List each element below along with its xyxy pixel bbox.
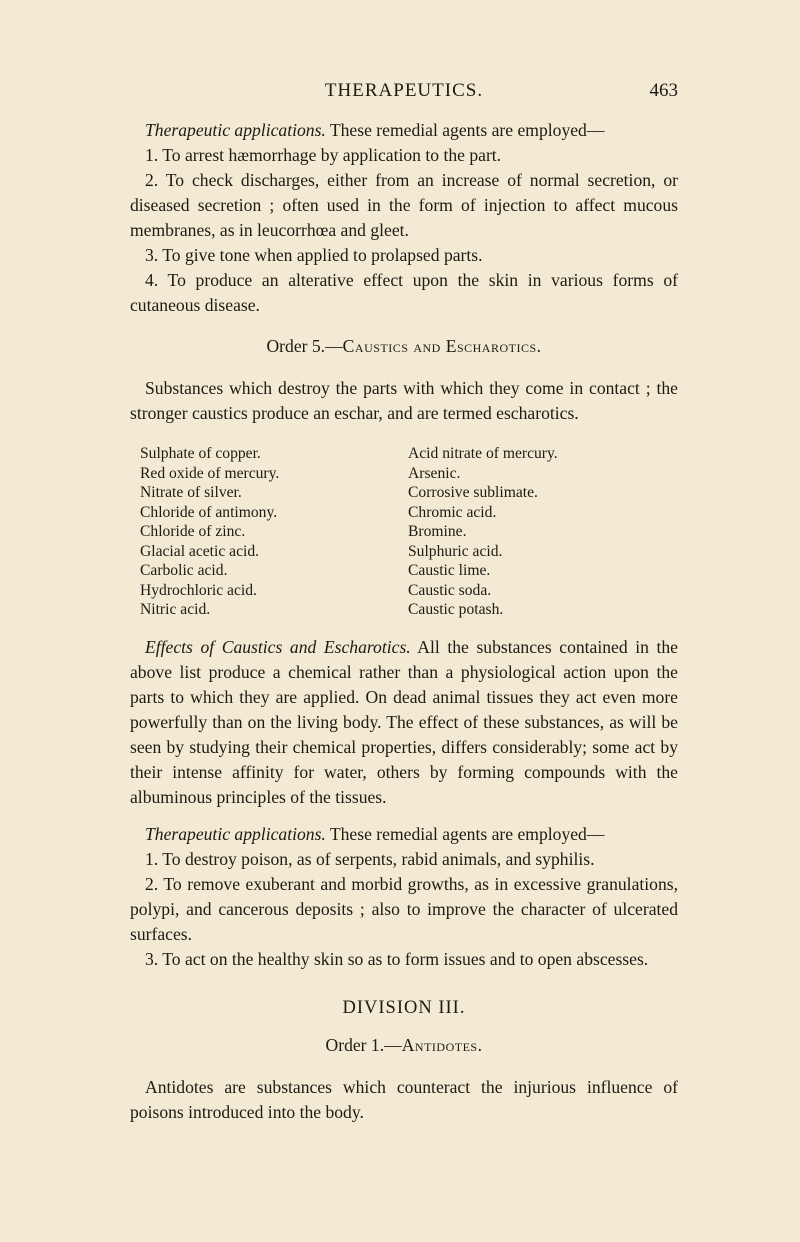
page-content [130,118,678,1125]
substance-entry: Sulphate of copper. [140,445,261,462]
substance-list-right-column [408,444,678,620]
substance-entry: Carbolic acid. [140,562,228,579]
therapeutic-applications-lead: Therapeutic applications. [145,120,326,140]
order-5-heading [130,334,678,359]
substance-entry: Chromic acid. [408,503,497,521]
application-item-1: 1. To arrest hæmorrhage by application to the part. [145,145,502,165]
substance-entry: Chloride of zinc. [140,523,246,540]
caustic-applications-intro [130,822,678,847]
caustic-applications-lead: Therapeutic applications. [145,823,326,844]
substance-entry: Caustic potash. [408,601,504,618]
substance-entry: Chloride of antimony. [140,503,278,521]
antidotes-definition: Antidotes are substances which counteract the injurious influence of poisons introduced into the body. [130,1076,678,1122]
order-1-heading [130,1033,678,1058]
caustic-applications-lead-rest: These remedial agents are employed— [325,823,605,844]
caustics-definition: Substances which destroy the parts with which they come in contact ; the stronger caustics produce an eschar, and are termed escharotics. [130,378,678,423]
order-5-title: Caustics and Escharotics. [342,336,542,356]
division-heading: DIVISION III. [342,997,466,1018]
caustic-application-item-2: 2. To remove exuberant and morbid growths, as in excessive granulations, polypi, and cancerous deposits ; also to improve the character of ulcerated surfaces. [130,873,678,944]
substance-entry: Glacial acetic acid. [140,542,260,560]
therapeutic-applications-intro [130,118,678,143]
effects-lead: Effects of Caustics and Escharotics. [145,636,411,657]
section-gap [130,810,678,822]
substance-entry: Caustic lime. [408,562,491,579]
substance-list-left-column [140,444,410,620]
application-item-4: 4. To produce an alterative effect upon the skin in various forms of cutaneous disease. [130,270,678,315]
running-head [130,80,678,106]
substance-entry: Hydrochloric acid. [140,581,257,599]
running-title: THERAPEUTICS. [324,80,484,101]
page-number: 463 [649,80,678,101]
order-5-prefix: Order 5.— [266,336,343,356]
effects-paragraph [130,635,678,810]
application-item-2: 2. To check discharges, either from an increase of normal secretion, or diseased secretion ; often used in the form of injection to affect mucous membranes, as in leucorrhœa and gleet. [130,170,678,240]
application-item-3: 3. To give tone when applied to prolapsed parts. [145,245,483,265]
substance-entry: Corrosive sublimate. [408,484,538,501]
effects-body: All the substances contained in the above list produce a chemical rather than a physiological action upon the parts to which they are applied. On dead animal tissues they act even more powerfully than on the living body. The effect of these substances, as will be seen by studying their chemical properties, differs considerably; some act by their intense affinity for water, others by forming compounds with the albuminous principles of the tissues. [130,636,678,807]
substance-entry: Sulphuric acid. [408,542,503,560]
caustics-substance-list [140,444,678,620]
order-1-prefix: Order 1.— [325,1034,402,1055]
therapeutic-applications-lead-rest: These remedial agents are employed— [325,120,605,140]
substance-entry: Acid nitrate of mercury. [408,445,558,462]
caustic-application-item-3: 3. To act on the healthy skin so as to form issues and to open abscesses. [145,948,649,969]
substance-entry: Red oxide of mercury. [140,464,280,482]
substance-entry: Arsenic. [408,464,461,482]
order-1-title: Antidotes. [401,1034,483,1055]
caustic-application-item-1: 1. To destroy poison, as of serpents, rabid animals, and syphilis. [145,848,595,869]
substance-entry: Nitric acid. [140,601,211,618]
substance-entry: Nitrate of silver. [140,484,242,501]
substance-entry: Caustic soda. [408,581,492,599]
substance-entry: Bromine. [408,523,467,540]
